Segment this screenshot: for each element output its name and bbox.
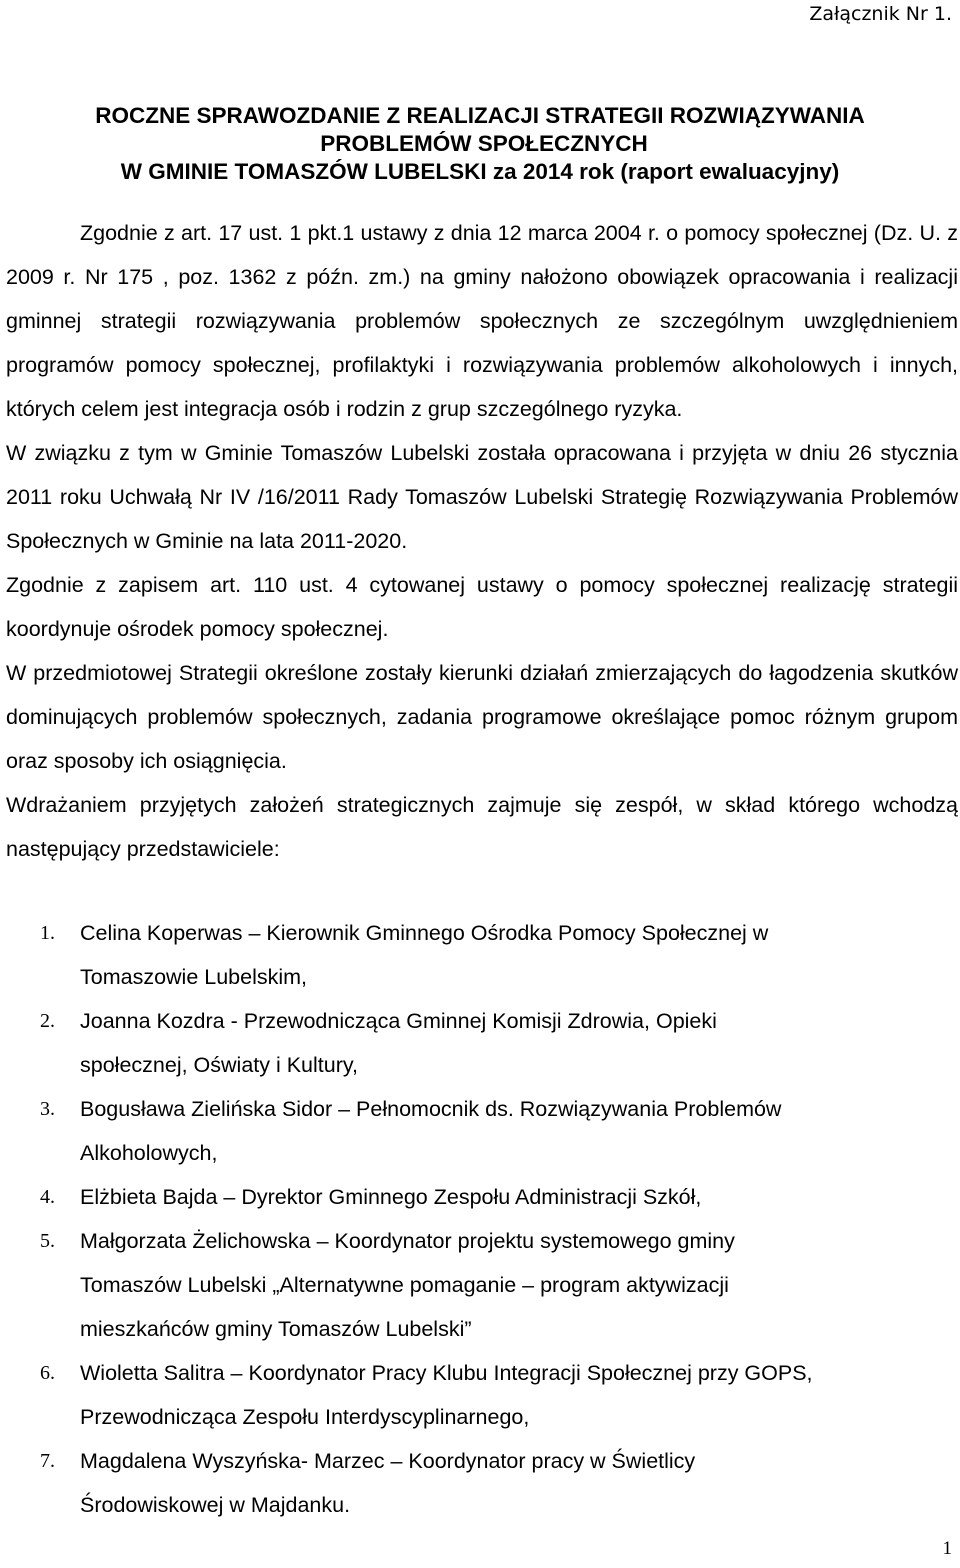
paragraph-coordination: Zgodnie z zapisem art. 110 ust. 4 cytowanej ustawy o pomocy społecznej realizację strategii koordynuje ośrodek pomocy społecznej. <box>6 573 958 641</box>
paragraph-legal-basis: Zgodnie z art. 17 ust. 1 pkt.1 ustawy z dnia 12 marca 2004 r. o pomocy społecznej (Dz. U. z 2009 r. Nr 175 , poz. 1362 z późn. zm.) na gminy nałożono obowiązek opracowania i realizacji gminnej strategii rozwiązywania problemów społecznych ze szczególnym uwzględnieniem programów pomocy społecznej, profilaktyki i rozwiązywania problemów alkoholowych i innych, których celem jest integracja osób i rodzin z grup szczególnego ryzyka. <box>6 221 958 421</box>
list-item <box>0 1175 960 1219</box>
list-item <box>0 1087 960 1175</box>
list-item-text: Alkoholowych, <box>80 1141 218 1165</box>
list-item-text: społecznej, Oświaty i Kultury, <box>80 1053 359 1077</box>
list-item-text: Celina Koperwas – Kierownik Gminnego Ośrodka Pomocy Społecznej w <box>80 921 769 945</box>
annex-label: Załącznik Nr 1. <box>809 3 952 25</box>
document-body <box>6 211 958 871</box>
list-item <box>0 1351 960 1439</box>
list-item-text: Elżbieta Bajda – Dyrektor Gminnego Zespołu Administracji Szkół, <box>80 1185 702 1209</box>
list-item-text: Wioletta Salitra – Koordynator Pracy Klubu Integracji Społecznej przy GOPS, <box>80 1361 813 1385</box>
title-line-1: ROCZNE SPRAWOZDANIE Z REALIZACJI STRATEGII ROZWIĄZYWANIA <box>95 103 865 128</box>
list-item-number: 2. <box>40 1010 55 1032</box>
page-number: 1 <box>942 1538 952 1559</box>
list-item-number: 6. <box>40 1362 55 1384</box>
document-title <box>0 102 960 186</box>
list-item-number: 7. <box>40 1450 55 1472</box>
list-item <box>0 1219 960 1351</box>
list-item-text: Tomaszowie Lubelskim, <box>80 965 308 989</box>
team-members-list <box>0 911 960 1527</box>
paragraph-strategy-adoption: W związku z tym w Gminie Tomaszów Lubelski została opracowana i przyjęta w dniu 26 stycznia 2011 roku Uchwałą Nr IV /16/2011 Rady Tomaszów Lubelski Strategię Rozwiązywania Problemów Społecznych w Gminie na lata 2011-2020. <box>6 441 958 553</box>
list-item-text: Przewodnicząca Zespołu Interdyscyplinarnego, <box>80 1405 530 1429</box>
list-item-text: Bogusława Zielińska Sidor – Pełnomocnik ds. Rozwiązywania Problemów <box>80 1097 782 1121</box>
list-item-text: mieszkańców gminy Tomaszów Lubelski” <box>80 1317 472 1341</box>
list-item-text: Środowiskowej w Majdanku. <box>80 1493 351 1517</box>
list-item-number: 1. <box>40 922 55 944</box>
title-line-3: W GMINIE TOMASZÓW LUBELSKI za 2014 rok (raport ewaluacyjny) <box>120 159 840 184</box>
list-item <box>0 1439 960 1527</box>
list-item-text: Tomaszów Lubelski „Alternatywne pomaganie – program aktywizacji <box>80 1273 729 1297</box>
paragraph-team-intro: Wdrażaniem przyjętych założeń strategicznych zajmuje się zespół, w skład którego wchodzą następujący przedstawiciele: <box>6 793 958 861</box>
list-item <box>0 999 960 1087</box>
list-item-text: Joanna Kozdra - Przewodnicząca Gminnej Komisji Zdrowia, Opieki <box>80 1009 717 1033</box>
list-item-text: Małgorzata Żelichowska – Koordynator projektu systemowego gminy <box>80 1229 735 1253</box>
list-item-number: 4. <box>40 1186 55 1208</box>
title-line-2: PROBLEMÓW SPOŁECZNYCH <box>320 131 648 156</box>
list-item-number: 3. <box>40 1098 55 1120</box>
paragraph-strategy-directions: W przedmiotowej Strategii określone zostały kierunki działań zmierzających do łagodzenia skutków dominujących problemów społecznych, zadania programowe określające pomoc różnym grupom oraz sposoby ich osiągnięcia. <box>6 661 958 773</box>
list-item <box>0 911 960 999</box>
list-item-text: Magdalena Wyszyńska- Marzec – Koordynator pracy w Świetlicy <box>80 1449 696 1473</box>
list-item-number: 5. <box>40 1230 55 1252</box>
